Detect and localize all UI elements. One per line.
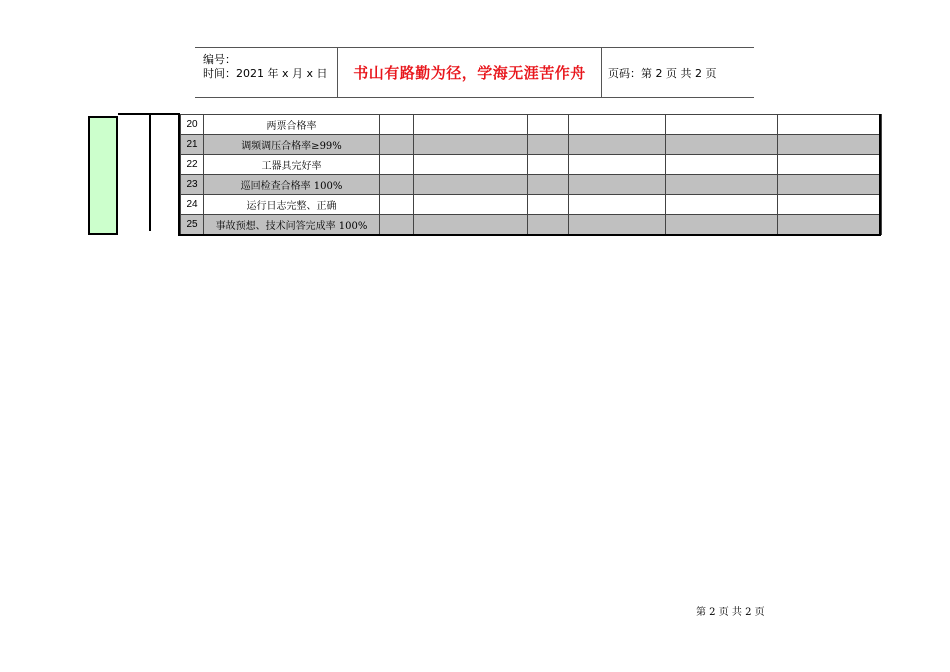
table-row: [181, 215, 882, 235]
row-number: 24: [181, 195, 204, 215]
row-item: 调频调压合格率≥99%: [204, 135, 380, 155]
row-item: 巡回检查合格率 100%: [204, 175, 380, 195]
time-label: 时间：2021 年 x 月 x 日: [203, 67, 328, 80]
cell: [666, 175, 778, 195]
cell: [666, 115, 778, 135]
cell: [778, 195, 882, 215]
cell: [778, 175, 882, 195]
motto-text: 书山有路勤为径，学海无涯苦作舟: [353, 64, 586, 82]
cell: [380, 155, 414, 175]
cell: [569, 155, 666, 175]
cell: [414, 135, 528, 155]
row-item: 两票合格率: [204, 115, 380, 135]
table-row: [181, 195, 882, 215]
row-number: 23: [181, 175, 204, 195]
cell: [380, 115, 414, 135]
table-row: [181, 135, 882, 155]
table-row: [181, 155, 882, 175]
row-item: 事故预想、技术问答完成率 100%: [204, 215, 380, 235]
header-page-cell: [602, 48, 754, 97]
cell: [778, 215, 882, 235]
cell: [414, 175, 528, 195]
cell: [528, 135, 569, 155]
row-number: 21: [181, 135, 204, 155]
page-info: 页码：第 2 页 共 2 页: [608, 66, 717, 80]
checklist-table: [180, 114, 882, 235]
green-merged-cell: [88, 116, 118, 235]
cell: [569, 195, 666, 215]
cell: [380, 135, 414, 155]
cell: [380, 175, 414, 195]
cell: [380, 195, 414, 215]
header-motto-cell: [338, 48, 602, 97]
cell: [414, 195, 528, 215]
header-meta: [195, 48, 338, 97]
cell: [569, 115, 666, 135]
cell: [414, 215, 528, 235]
number-label: 编号：: [203, 53, 236, 66]
cell: [666, 135, 778, 155]
cell: [380, 215, 414, 235]
cell: [666, 215, 778, 235]
cell: [778, 155, 882, 175]
row-number: 25: [181, 215, 204, 235]
table-row: [181, 115, 882, 135]
cell: [569, 135, 666, 155]
cell: [778, 115, 882, 135]
cell: [528, 195, 569, 215]
cell: [414, 155, 528, 175]
cell: [528, 215, 569, 235]
column-divider-1: [149, 115, 151, 231]
cell: [528, 175, 569, 195]
cell: [778, 135, 882, 155]
page-header: [195, 47, 754, 98]
cell: [666, 155, 778, 175]
cell: [569, 215, 666, 235]
row-item: 工器具完好率: [204, 155, 380, 175]
cell: [414, 115, 528, 135]
table-row: [181, 175, 882, 195]
cell: [528, 155, 569, 175]
page-footer: 第 2 页 共 2 页: [696, 607, 765, 618]
row-number: 20: [181, 115, 204, 135]
cell: [569, 175, 666, 195]
cell: [528, 115, 569, 135]
cell: [666, 195, 778, 215]
row-item: 运行日志完整、正确: [204, 195, 380, 215]
row-number: 22: [181, 155, 204, 175]
